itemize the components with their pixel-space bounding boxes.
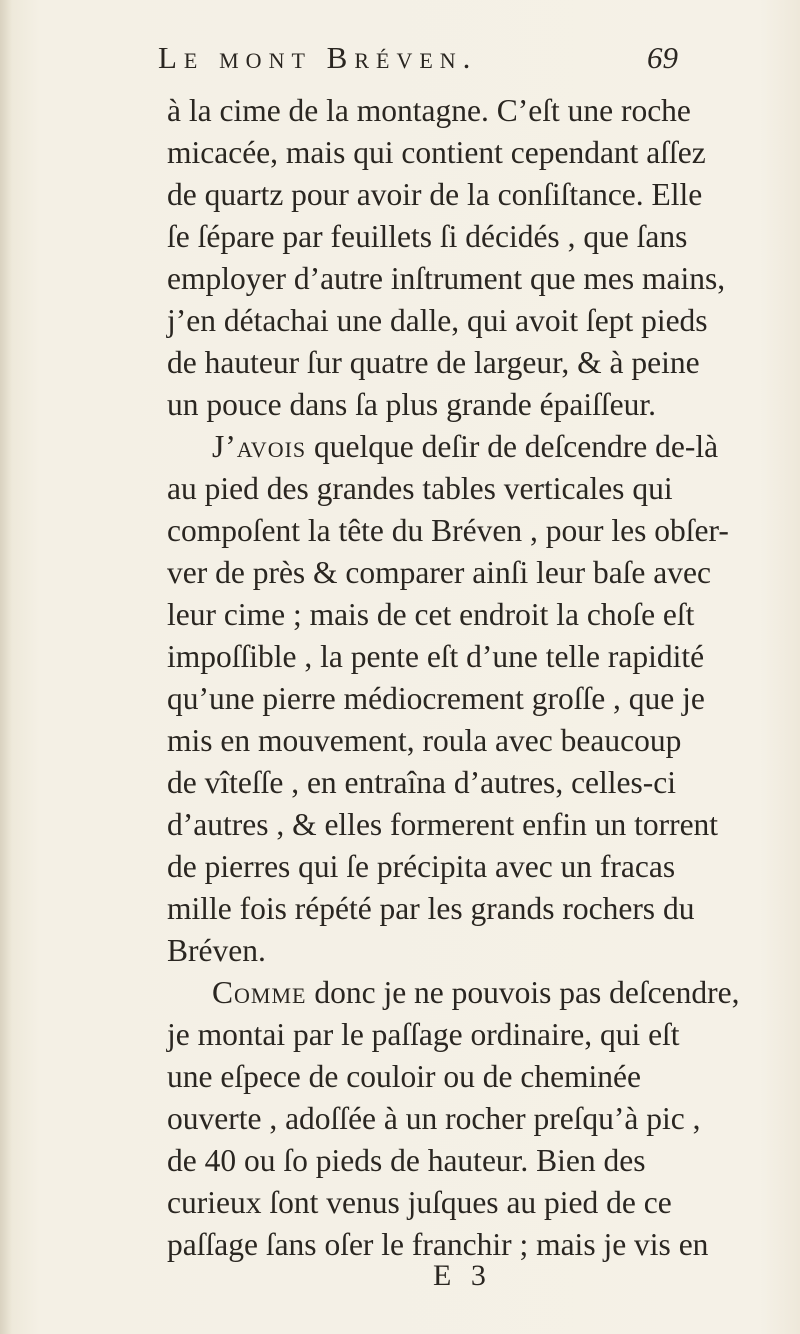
text-line: leur cime ; mais de cet endroit la choſe eſt [167, 597, 695, 632]
text-line: qu’une pierre médiocrement groſſe , que je [167, 681, 705, 716]
paragraph-start-line [212, 427, 718, 467]
text-line: je montai par le paſſage ordinaire, qui eſt [167, 1017, 680, 1052]
text-fragment: donc je ne pouvois pas deſcendre, [314, 975, 740, 1010]
text-line: de vîteſſe , en entraîna d’autres, celles-ci [167, 765, 676, 800]
text-line: employer d’autre inſtrument que mes mains, [167, 261, 726, 296]
text-line: mille fois répété par les grands rochers du [167, 891, 695, 926]
text-line: Bréven. [167, 933, 266, 968]
text-line: de quartz pour avoir de la conſiſtance. Elle [167, 177, 703, 212]
text-line: compoſent la tête du Bréven , pour les obſer- [167, 513, 729, 548]
text-line: impoſſible , la pente eſt d’une telle rapidité [167, 639, 705, 674]
text-line: de pierres qui ſe précipita avec un fracas [167, 849, 676, 884]
text-line: un pouce dans ſa plus grande épaiſſeur. [167, 387, 656, 422]
text-line: de 40 ou ſo pieds de hauteur. Bien des [167, 1143, 646, 1178]
text-line: paſſage ſans oſer le franchir ; mais je vis en [167, 1227, 709, 1262]
page-number: 69 [647, 40, 678, 75]
text-line: de hauteur ſur quatre de largeur, & à peine [167, 345, 700, 380]
paragraph-opener: Comme [212, 975, 307, 1010]
signature-mark: E 3 [433, 1259, 492, 1292]
text-line: curieux ſont venus juſques au pied de ce [167, 1185, 672, 1220]
running-head-title: Le mont Bréven. [158, 40, 478, 75]
text-line: ſe ſépare par feuillets ſi décidés , que ſans [167, 219, 688, 254]
paragraph-opener: J’avois [212, 429, 307, 464]
text-line: micacée, mais qui contient cependant aſſez [167, 135, 706, 170]
running-head [158, 40, 678, 80]
text-line: ver de près & comparer ainſi leur baſe avec [167, 555, 711, 590]
text-line: d’autres , & elles formerent enfin un torrent [167, 807, 719, 842]
gutter-shadow [0, 0, 12, 1334]
text-line: une eſpece de couloir ou de cheminée [167, 1059, 642, 1094]
text-line: au pied des grandes tables verticales qui [167, 471, 673, 506]
text-line: mis en mouvement, roula avec beaucoup [167, 723, 682, 758]
text-line: ouverte , adoſſée à un rocher preſqu’à pic , [167, 1101, 701, 1136]
text-line: j’en détachai une dalle, qui avoit ſept pieds [167, 303, 708, 338]
text-line: à la cime de la montagne. C’eſt une roche [167, 93, 691, 128]
paragraph-start-line [212, 973, 739, 1013]
text-fragment: quelque deſir de deſcendre de-là [314, 429, 719, 464]
